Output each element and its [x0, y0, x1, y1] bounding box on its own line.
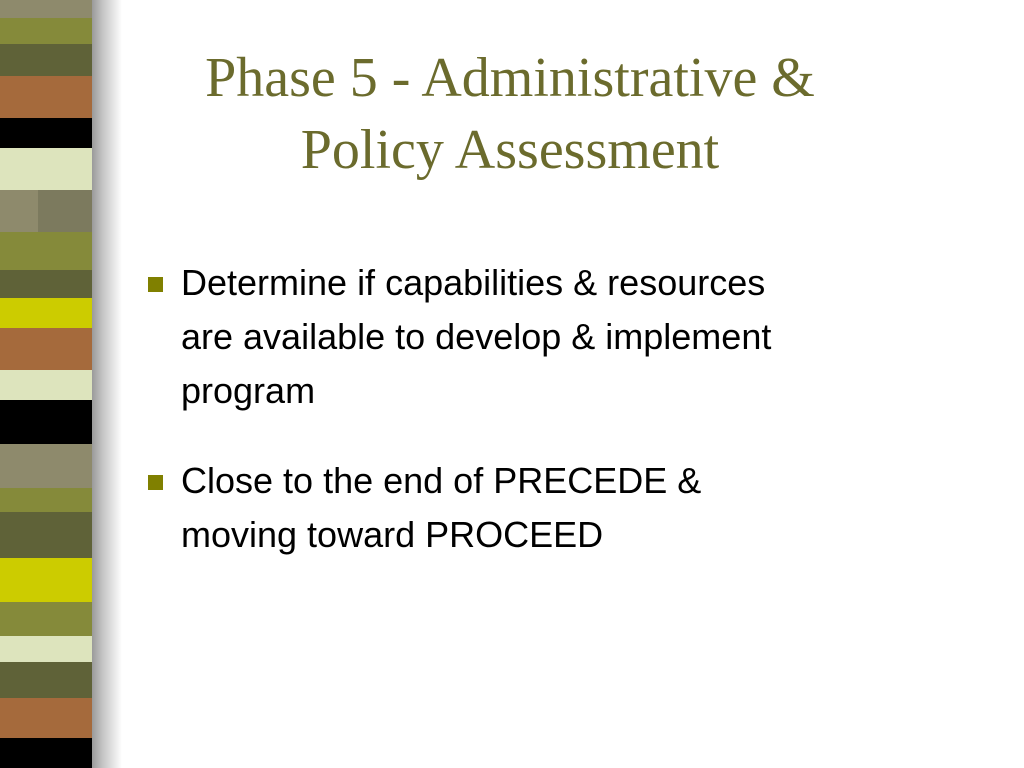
bullet-item — [145, 454, 965, 562]
stripe-block — [0, 298, 92, 328]
stripe-inner-block — [40, 148, 92, 190]
stripe-block — [0, 0, 92, 18]
stripe-block — [0, 488, 92, 512]
slide-title — [180, 42, 840, 186]
stripe-inner-block — [30, 636, 92, 662]
stripe-block — [0, 738, 92, 768]
bullet-text — [181, 454, 965, 562]
bullet-text — [181, 256, 965, 418]
stripe-block — [0, 44, 92, 76]
stripe-inner-block — [36, 444, 92, 488]
stripe-block — [0, 400, 92, 444]
stripe-block — [0, 370, 92, 400]
stripe-block — [0, 512, 92, 558]
stripe-block — [0, 662, 92, 698]
bullet-item — [145, 256, 965, 418]
stripe-inner-block — [38, 190, 92, 232]
bullet-line: are available to develop & implement — [181, 316, 772, 357]
slide-title-line: Phase 5 - Administrative & — [205, 47, 815, 109]
stripe-block — [0, 270, 92, 298]
stripe-block — [0, 328, 92, 370]
stripe-block — [0, 232, 92, 270]
stripe-block — [0, 18, 92, 44]
square-bullet-icon — [148, 277, 163, 292]
stripe-block — [0, 698, 92, 738]
bullet-line: moving toward PROCEED — [181, 514, 604, 555]
bullet-line: program — [181, 370, 316, 411]
stripe-shadow — [92, 0, 122, 768]
stripe-block — [0, 602, 92, 636]
slide-title-line: Policy Assessment — [300, 119, 720, 181]
stripe-block — [0, 118, 92, 148]
bullet-line: Close to the end of PRECEDE & — [181, 460, 702, 501]
bullet-line: Determine if capabilities & resources — [181, 262, 766, 303]
square-bullet-icon — [148, 475, 163, 490]
bullet-list — [145, 256, 965, 562]
stripe-block — [0, 76, 92, 118]
stripe-inner-block — [34, 558, 92, 602]
